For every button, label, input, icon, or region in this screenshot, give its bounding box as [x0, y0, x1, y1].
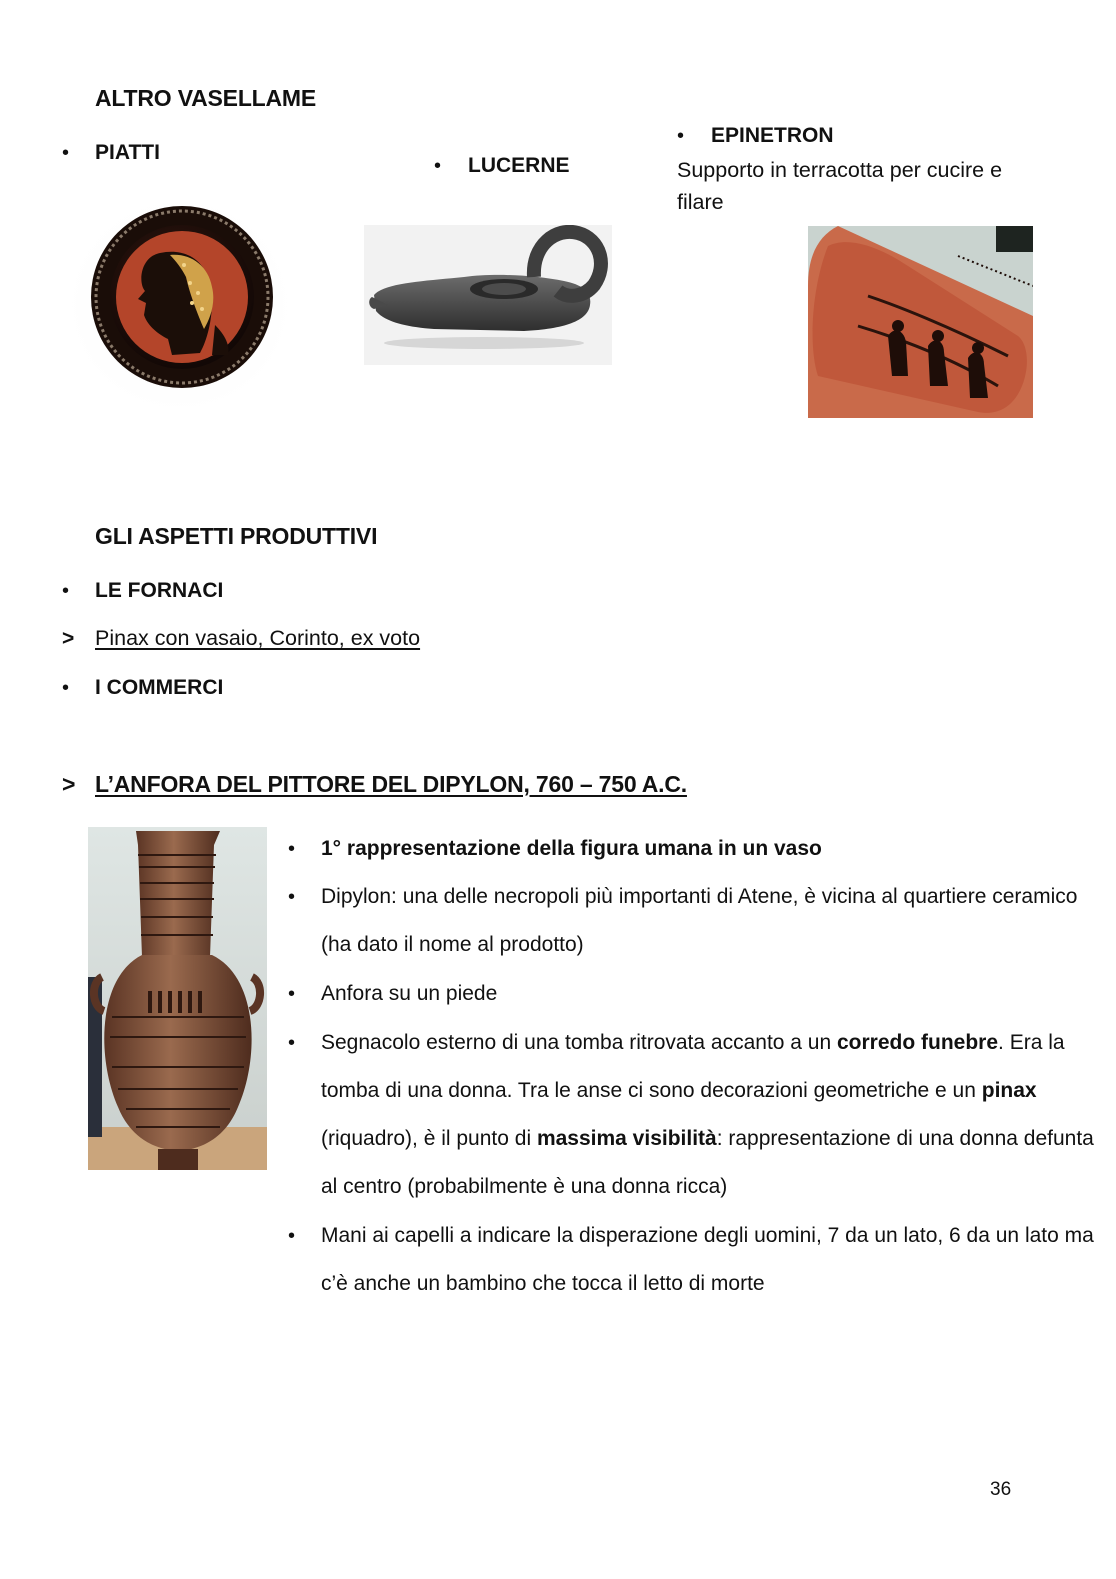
dipylon-amphora-image — [88, 827, 267, 1170]
bullet-text-1: 1° rappresentazione della figura umana in un vaso — [321, 837, 822, 860]
list-item — [288, 825, 1101, 873]
bullet-text-5: Mani ai capelli a indicare la disperazione degli uomini, 7 da un lato, 6 da un lato ma c’è anche un bambino che tocca il letto di morte — [321, 1224, 1094, 1295]
section-title-altro-vasellame: ALTRO VASELLAME — [95, 85, 317, 111]
link-pinax-con-vasaio[interactable]: Pinax con vasaio, Corinto, ex voto — [95, 626, 421, 650]
bullet-icon: • — [62, 580, 70, 602]
section-title-aspetti-produttivi: GLI ASPETTI PRODUTTIVI — [95, 523, 378, 549]
bullet-bold-pinax: pinax — [981, 1079, 1037, 1102]
list-item — [288, 1019, 1101, 1211]
bullet-icon: • — [677, 125, 685, 147]
bullet-icon: • — [288, 983, 296, 1005]
bullet-text-4g: : rappresentazione di una donna defunta al centro (probabilmente è una donna ricca) — [321, 1127, 1094, 1198]
bullet-icon: • — [62, 677, 70, 699]
plate-image — [40, 195, 300, 465]
bullet-text-3: Anfora su un piede — [321, 982, 498, 1005]
bullet-bold-massima-visibilita: massima visibilità — [536, 1127, 717, 1150]
label-i-commerci: I COMMERCI — [95, 676, 224, 699]
epinetron-description-line1: Supporto in terracotta per cucire e — [677, 158, 1003, 182]
bullet-icon: • — [434, 155, 442, 177]
bullet-text-2: Dipylon: una delle necropoli più importanti di Atene, è vicina al quartiere ceramico (ha dato il nome al prodotto) — [321, 885, 1078, 956]
list-item — [288, 970, 1101, 1018]
bullet-text-4c: . Era la tomba di una donna. Tra le anse ci sono decorazioni geometriche e un — [321, 1031, 1065, 1102]
section-title-anfora-dipylon[interactable]: L’ANFORA DEL PITTORE DEL DIPYLON, 760 – 750 A.C. — [95, 771, 687, 797]
epinetron-description-line2: filare — [677, 190, 724, 214]
bullet-icon: • — [288, 886, 296, 908]
epinetron-image — [808, 226, 1033, 418]
label-lucerne: LUCERNE — [468, 154, 570, 177]
list-item — [288, 873, 1101, 969]
bullet-icon: • — [288, 838, 296, 860]
label-epinetron: EPINETRON — [711, 124, 834, 147]
label-piatti: PIATTI — [95, 141, 160, 164]
bullet-icon: • — [288, 1032, 296, 1054]
label-le-fornaci: LE FORNACI — [95, 579, 224, 602]
arrow-icon: > — [62, 771, 76, 797]
arrow-icon: > — [62, 627, 75, 650]
page-number: 36 — [990, 1479, 1012, 1500]
bullet-icon: • — [288, 1225, 296, 1247]
oil-lamp-image — [364, 225, 612, 365]
list-item — [288, 1212, 1101, 1308]
bullet-icon: • — [62, 142, 70, 164]
bullet-text-4a: Segnacolo esterno di una tomba ritrovata accanto a un — [321, 1031, 837, 1054]
bullet-text-4e: (riquadro), è il punto di — [321, 1127, 537, 1150]
bullet-bold-corredo-funebre: corredo funebre — [837, 1031, 999, 1054]
